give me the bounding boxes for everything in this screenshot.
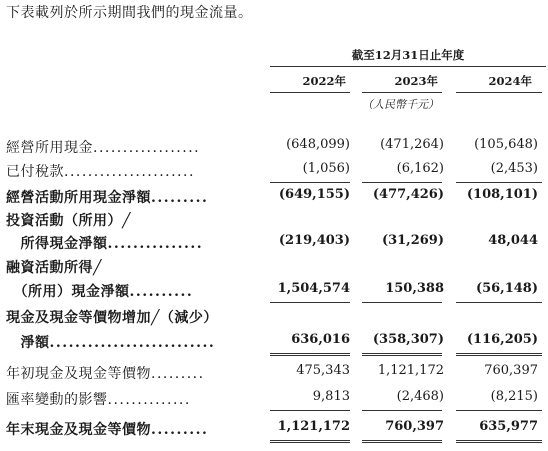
table-row — [6, 332, 546, 352]
value-2022: 475,343 — [296, 363, 350, 378]
value-2023: 760,397 — [385, 419, 444, 434]
table-row — [6, 210, 546, 230]
value-2023: (477,426) — [372, 187, 444, 202]
row-label: 年末現金及現金等價物......... — [6, 422, 209, 438]
table-row — [6, 307, 546, 327]
value-2022: (648,099) — [286, 137, 350, 152]
double-underline — [456, 440, 542, 443]
underline — [456, 302, 542, 303]
underline — [362, 410, 442, 411]
value-2022: 1,504,574 — [277, 281, 350, 296]
table-row — [6, 281, 546, 301]
underline — [362, 302, 442, 303]
row-label: 投資活動（所用）╱ — [6, 213, 131, 229]
row-label: 年初現金及現金等價物......... — [6, 366, 205, 382]
table-row — [6, 419, 546, 439]
value-2022: (219,403) — [278, 233, 350, 248]
table-row — [6, 363, 546, 383]
underline — [362, 182, 442, 183]
value-2023: (471,264) — [380, 137, 444, 152]
table-row — [6, 233, 546, 253]
table-row — [6, 161, 546, 181]
value-2024: (108,101) — [466, 187, 538, 202]
row-label: 經營所用現金.................. — [6, 140, 201, 156]
value-2023: 1,121,172 — [377, 363, 444, 378]
underline — [270, 182, 350, 183]
year-rule — [362, 92, 442, 93]
period-header: 截至12月31日止年度 — [351, 48, 465, 62]
underline — [456, 182, 542, 183]
underline — [456, 410, 542, 411]
double-underline — [456, 353, 542, 356]
value-2024: (8,215) — [490, 389, 538, 404]
underline — [270, 410, 350, 411]
row-label: 匯率變動的影響.............. — [6, 392, 191, 408]
year-2023-header: 2023年 — [394, 74, 438, 88]
value-2022: 1,121,172 — [277, 419, 350, 434]
table-row — [6, 257, 546, 277]
value-2024: (56,148) — [475, 281, 538, 296]
table-row — [6, 389, 546, 409]
row-label: 所得現金淨額............... — [6, 236, 204, 252]
value-2023: (358,307) — [372, 332, 444, 347]
value-2024: 760,397 — [484, 363, 538, 378]
double-underline — [270, 440, 350, 443]
double-underline — [362, 353, 442, 356]
row-label: 現金及現金等價物增加╱（減少） — [6, 310, 218, 326]
table-row — [6, 187, 546, 207]
value-2023: (31,269) — [381, 233, 444, 248]
underline — [270, 302, 350, 303]
value-2024: (2,453) — [490, 161, 538, 176]
value-2024: 635,977 — [479, 419, 538, 434]
value-2023: (2,468) — [396, 389, 444, 404]
value-2022: (1,056) — [302, 161, 350, 176]
row-label: （所用）現金淨額.......... — [6, 284, 194, 300]
value-2023: (6,162) — [396, 161, 444, 176]
value-2024: (116,205) — [466, 332, 538, 347]
row-label: 淨額.......................... — [6, 335, 216, 351]
table-row — [6, 137, 546, 157]
year-rule — [270, 92, 350, 93]
intro-text: 下表載列於所示期間我們的現金流量。 — [6, 5, 253, 21]
year-2022-header: 2022年 — [302, 74, 346, 88]
double-underline — [270, 353, 350, 356]
period-rule — [270, 66, 546, 67]
year-rule — [456, 92, 542, 93]
value-2024: (105,648) — [474, 137, 538, 152]
row-label: 融資活動所得╱ — [6, 260, 102, 276]
unit-label: （人民幣千元） — [362, 98, 439, 111]
row-label: 已付稅款...................... — [6, 164, 195, 180]
double-underline — [362, 440, 442, 443]
year-2024-header: 2024年 — [488, 74, 532, 88]
value-2022: 636,016 — [291, 332, 350, 347]
row-label: 經營活動所用現金淨額......... — [6, 190, 209, 206]
value-2022: 9,813 — [312, 389, 350, 404]
value-2023: 150,388 — [385, 281, 444, 296]
value-2024: 48,044 — [488, 233, 538, 248]
value-2022: (649,155) — [278, 187, 350, 202]
